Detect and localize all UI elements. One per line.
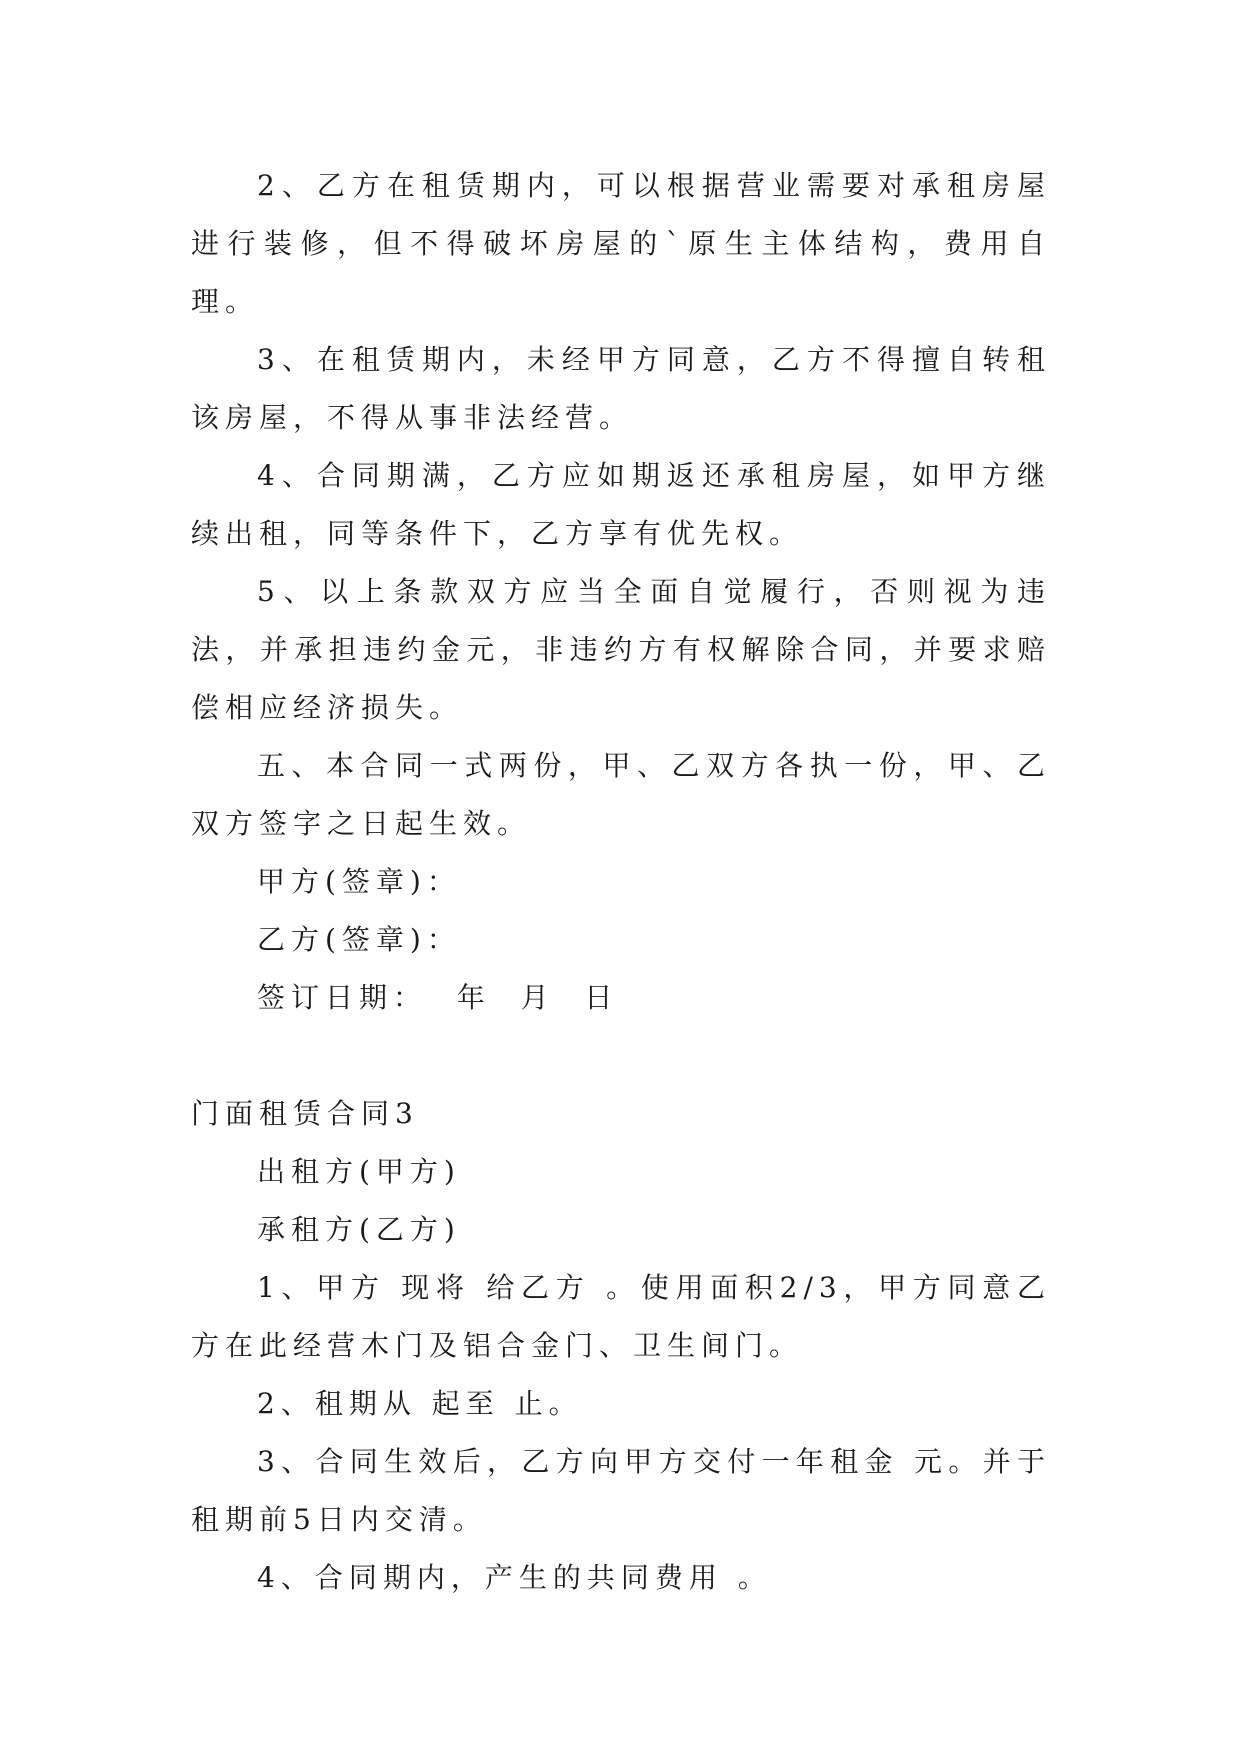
signature-party-a: 甲方(签章)： <box>257 865 461 898</box>
clause-paragraph: 3、合同生效后，乙方向甲方交付一年租金 元。并于租期前5日内交清。 <box>191 1445 1051 1536</box>
lessor-line: 出租方(甲方) <box>257 1155 461 1188</box>
signature-party-b: 乙方(签章)： <box>257 923 461 956</box>
clause-paragraph: 2、租期从 起至 止。 <box>257 1387 583 1420</box>
clause-paragraph: 2、乙方在租赁期内，可以根据营业需要对承租房屋进行装修，但不得破坏房屋的`原生主体结构，费用自理。 <box>191 169 1051 318</box>
signing-date: 签订日期： 年 月 日 <box>257 981 619 1014</box>
clause-paragraph: 3、在租赁期内，未经甲方同意，乙方不得擅自转租该房屋，不得从事非法经营。 <box>191 343 1051 434</box>
lessee-line: 承租方(乙方) <box>257 1213 461 1246</box>
section-title: 门面租赁合同3 <box>191 1097 419 1130</box>
clause-paragraph: 4、合同期满，乙方应如期返还承租房屋，如甲方继续出租，同等条件下，乙方享有优先权。 <box>191 459 1051 550</box>
section-spacer <box>191 1027 1051 1085</box>
clause-paragraph: 4、合同期内，产生的共同费用 。 <box>257 1561 772 1594</box>
clause-paragraph: 五、本合同一式两份，甲、乙双方各执一份，甲、乙双方签字之日起生效。 <box>191 749 1051 840</box>
clause-paragraph: 5、以上条款双方应当全面自觉履行，否则视为违法，并承担违约金元，非违约方有权解除合同，并要求赔偿相应经济损失。 <box>191 575 1051 724</box>
clause-paragraph: 1、甲方 现将 给乙方 。使用面积2/3，甲方同意乙方在此经营木门及铝合金门、卫生间门。 <box>191 1271 1051 1362</box>
document-body <box>191 157 1051 1607</box>
